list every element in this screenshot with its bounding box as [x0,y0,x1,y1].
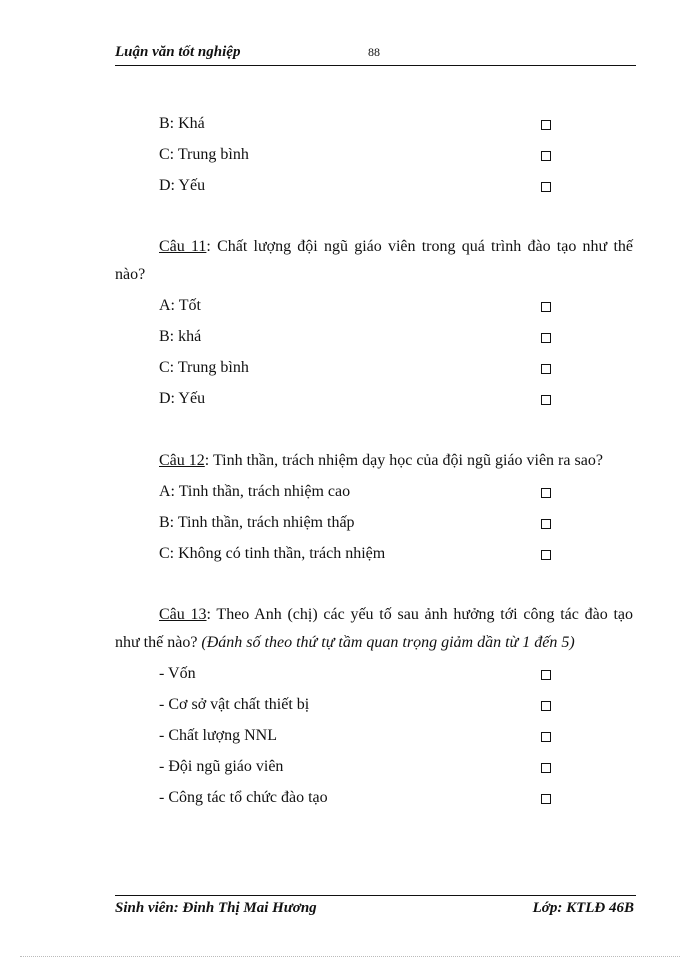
footer-rule [115,895,636,896]
checkbox-q12-a[interactable] [541,488,551,498]
header-rule [115,65,636,66]
q11-text: : Chất lượng đội ngũ giáo viên trong quá trình đào tạo như thế [206,238,633,255]
q11-option-d: D: Yếu [159,390,206,407]
q11-label: Câu 11 [159,238,207,255]
q13-question [159,605,633,625]
checkbox-q13-1[interactable] [541,670,551,680]
checkbox-q13-3[interactable] [541,732,551,742]
q11-option-a: A: Tốt [159,297,201,314]
checkbox-q13-2[interactable] [541,701,551,711]
q13-text-cont: như thế nào? [115,634,202,651]
checkbox-q10-d[interactable] [541,182,551,192]
q13-option-3: - Chất lượng NNL [159,727,278,744]
q11-question-cont: nào? [115,266,146,283]
checkbox-q11-b[interactable] [541,333,551,343]
footer-class: Lớp: KTLĐ 46B [532,900,634,916]
checkbox-q13-5[interactable] [541,794,551,804]
footer-student: Sinh viên: Đinh Thị Mai Hương [115,900,317,916]
q11-question [159,237,633,257]
q13-option-4: - Đội ngũ giáo viên [159,758,284,775]
q12-option-c: C: Không có tinh thần, trách nhiệm [159,545,386,562]
checkbox-q11-c[interactable] [541,364,551,374]
page-number: 88 [368,45,380,59]
q13-note: (Đánh số theo thứ tự tầm quan trọng giảm dần từ 1 đến 5) [201,634,575,651]
q13-label: Câu 13 [159,606,207,623]
q13-option-1: - Vốn [159,665,196,682]
checkbox-q11-d[interactable] [541,395,551,405]
q11-option-c: C: Trung bình [159,359,249,376]
q13-text: : Theo Anh (chị) các yếu tố sau ảnh hưởng tới công tác đào tạo [206,606,633,623]
q10-option-d: D: Yếu [159,177,206,194]
q13-option-2: - Cơ sở vật chất thiết bị [159,696,310,713]
q12-option-a: A: Tinh thần, trách nhiệm cao [159,483,351,500]
q12-label: Câu 12 [159,452,205,469]
checkbox-q11-a[interactable] [541,302,551,312]
q12-text: : Tinh thần, trách nhiệm dạy học của đội ngũ giáo viên ra sao? [204,452,603,469]
checkbox-q10-c[interactable] [541,151,551,161]
q13-question-cont [115,633,575,653]
checkbox-q10-b[interactable] [541,120,551,130]
checkbox-q12-b[interactable] [541,519,551,529]
q12-question [159,451,603,471]
q11-option-b: B: khá [159,328,202,345]
checkbox-q12-c[interactable] [541,550,551,560]
q12-option-b: B: Tinh thần, trách nhiệm thấp [159,514,355,531]
header-title: Luận văn tốt nghiệp [115,44,241,60]
q10-option-c: C: Trung bình [159,146,249,163]
checkbox-q13-4[interactable] [541,763,551,773]
q13-option-5: - Công tác tổ chức đào tạo [159,789,328,806]
page-bottom-dotted-rule [20,956,680,957]
q10-option-b: B: Khá [159,115,205,132]
